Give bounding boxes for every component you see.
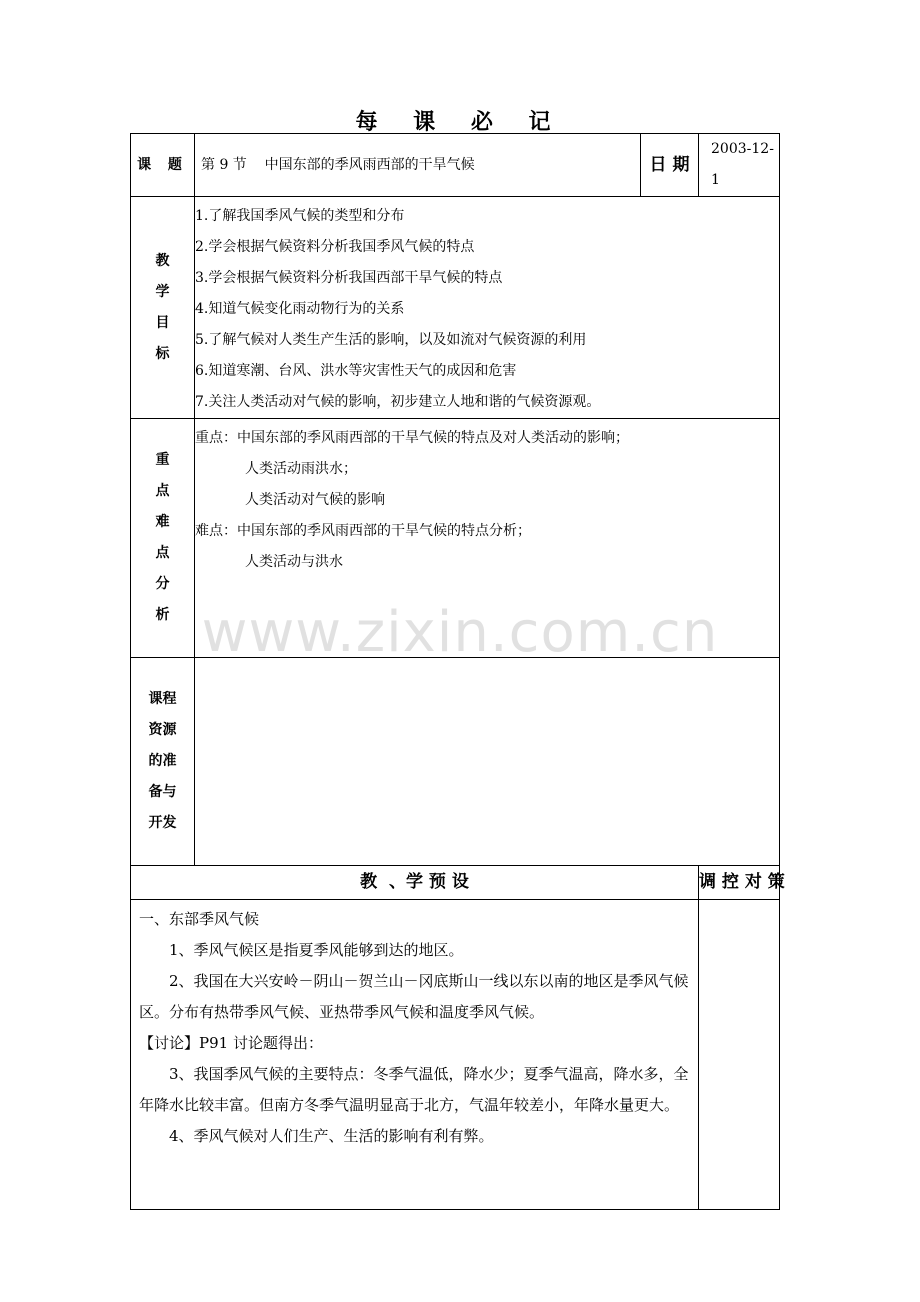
topic-label: 课 题 [131,134,195,197]
preset-paragraph: 4、季风气候对人们生产、生活的影响有利有弊。 [169,1127,494,1145]
objective-item: 3.学会根据气候资料分析我国西部干旱气候的特点 [195,270,503,286]
keypoints-label [131,419,195,658]
resources-label-line: 资源 [148,722,177,738]
preset-paragraph: 3、我国季风气候的主要特点：冬季气温低，降水少；夏季气温高，降水多，全年降水比较丰富。但南方冬季气温明显高于北方，气温年较差小，年降水量更大。 [139,1065,689,1114]
objectives-label-char: 学 [155,283,170,300]
date-value: 2003-12-1 [699,134,780,197]
topic-value: 第 9 节 中国东部的季风雨西部的干旱气候 [195,134,641,197]
objective-item: 6.知道寒潮、台风、洪水等灾害性天气的成因和危害 [195,363,517,379]
resources-label-line: 课程 [148,691,177,707]
objectives-list [195,197,780,419]
objectives-label-char: 标 [155,345,170,362]
objective-item: 2.学会根据气候资料分析我国季风气候的特点 [195,239,475,255]
control-strategy-content [699,900,780,1210]
preset-paragraph: 2、我国在大兴安岭－阴山－贺兰山－冈底斯山一线以东以南的地区是季风气候区。分布有热带季风气候、亚热带季风气候和温度季风气候。 [139,972,689,1021]
keypoints-label-char: 重 [155,452,170,468]
section-heading: 一、东部季风气候 [139,910,260,928]
difficult-point-line: 难点：中国东部的季风雨西部的干旱气候的特点分析； [195,523,531,539]
resources-content [195,658,780,866]
keypoints-label-char: 分 [155,576,170,592]
teaching-preset-header: 教 、学 预 设 [131,866,699,900]
resources-label-line: 的准 [148,753,177,769]
objectives-label [131,197,195,419]
teaching-preset-content [131,900,699,1210]
keypoints-label-char: 析 [155,607,170,623]
control-strategy-header: 调 控 对 策 [699,866,780,900]
objective-item: 7.关注人类活动对气候的影响，初步建立人地和谐的气候资源观。 [195,394,601,410]
objective-item: 4.知道气候变化雨动物行为的关系 [195,301,405,317]
resources-label-line: 备与 [148,784,177,800]
key-point-line: 人类活动雨洪水； [245,461,357,477]
page-title: 每 课 必 记 [355,110,565,135]
objectives-label-char: 教 [155,252,170,269]
discussion-line: 【讨论】P91 讨论题得出： [139,1034,323,1052]
lesson-table [130,133,785,1210]
keypoints-list [195,419,780,658]
objectives-label-char: 目 [155,314,170,331]
objective-item: 1.了解我国季风气候的类型和分布 [195,208,405,224]
key-point-line: 重点：中国东部的季风雨西部的干旱气候的特点及对人类活动的影响； [195,430,629,446]
objective-item: 5.了解气候对人类生产生活的影响，以及如流对气候资源的利用 [195,332,587,348]
date-label: 日 期 [641,134,699,197]
preset-paragraph: 1、季风气候区是指夏季风能够到达的地区。 [169,941,464,959]
keypoints-label-char: 点 [155,483,170,499]
resources-label [131,658,195,866]
difficult-point-line: 人类活动与洪水 [245,554,343,570]
key-point-line: 人类活动对气候的影响 [245,492,385,508]
resources-label-line: 开发 [148,815,177,831]
watermark: www.zixin.com.cn [201,600,719,665]
keypoints-label-char: 点 [155,545,170,561]
keypoints-label-char: 难 [155,514,170,530]
